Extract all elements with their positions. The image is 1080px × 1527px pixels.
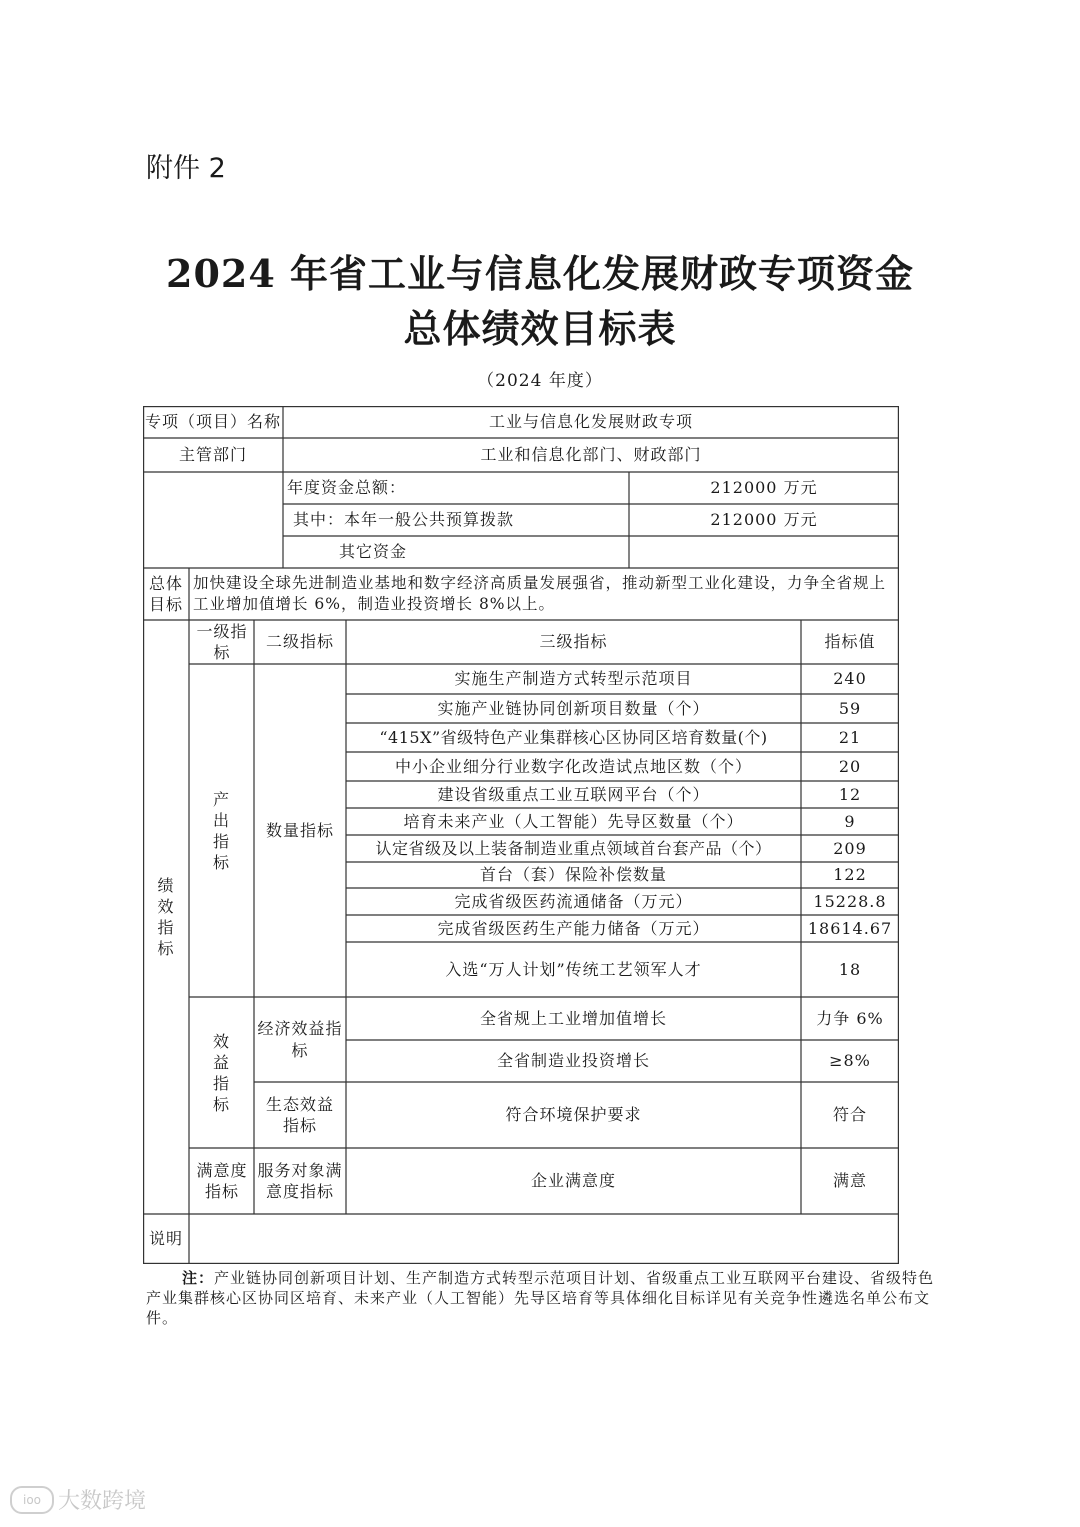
table-row-value: 20 [838,756,862,776]
table-row: 实施产业链协同创新项目数量（个） [437,698,710,718]
table-row-value: 18614.67 [807,918,893,938]
fund-other-value [629,536,899,568]
dept-label: 主管部门 [178,445,247,464]
footnote [146,1268,942,1328]
doc-title-line1: 2024 年省工业与信息化发展财政专项资金 [166,251,914,296]
eco-indicator-label: 生态效益指标 [265,1095,334,1135]
fund-budget-value: 212000 万元 [710,510,818,529]
goal-text: 加快建设全球先进制造业基地和数字经济高质量发展强省，推动新型工业化建设，力争全省规上工业增加值增长 6%，制造业投资增长 8%以上。 [193,574,887,613]
table-row-value: 122 [833,865,867,884]
footnote-prefix: 注： [182,1269,215,1287]
service-satisfaction-label: 服务对象满意度指标 [257,1161,343,1201]
fund-total-label: 年度资金总额： [287,478,407,497]
table-row: 建设省级重点工业互联网平台（个） [437,784,710,804]
attachment-label: 附件 2 [146,153,226,184]
table-row: 完成省级医药生产能力储备（万元） [437,918,710,938]
watermark-text: 大数跨境 [58,1489,147,1514]
table-row: 全省制造业投资增长 [496,1051,650,1070]
footnote-text: 产业链协同创新项目计划、生产制造方式转型示范项目计划、省级重点工业互联网平台建设、省级特色产业集群核心区协同区培育、未来产业（人工智能）先导区培育等具体细化目标详见有关竞争性遴选名单公布文件。 [146,1269,935,1327]
table-row: 培育未来产业（人工智能）先导区数量（个） [403,811,744,831]
fund-budget-label: 其中：本年一般公共预算拨款 [293,510,515,529]
quantity-indicator-label: 数量指标 [265,820,334,840]
table-row-value: 18 [838,959,862,979]
header-level2: 二级指标 [265,632,334,651]
header-level3: 三级指标 [539,632,608,651]
remark-label: 说明 [148,1229,183,1248]
table-row: 全省规上工业增加值增长 [479,1008,667,1028]
header-level1: 一级指标 [196,622,248,662]
table-row-value: 12 [838,784,862,804]
table-row: 认定省级及以上装备制造业重点领域首台套产品（个） [375,838,772,858]
doc-title-line2: 总体绩效目标表 [403,306,677,351]
fund-other-label: 其它资金 [339,542,408,561]
table-row: 符合环境保护要求 [505,1105,642,1124]
project-name-value: 工业与信息化发展财政专项 [488,412,693,431]
table-row: 入选“万人计划”传统工艺领军人才 [445,959,702,979]
table-row-value: ≥8% [829,1051,871,1070]
performance-section-label: 绩 效 指 标 [157,876,175,958]
economic-indicator-label: 经济效益指标 [257,1018,343,1060]
benefit-indicator-label: 效 益 指 标 [212,1031,230,1114]
table-row-value: 9 [844,811,856,831]
table-row: “415X”省级特色产业集群核心区协同区培育数量(个) [379,727,768,747]
fund-total-value: 212000 万元 [710,478,818,497]
output-indicator-label: 产 出 指 标 [212,789,230,872]
table-row: 中小企业细分行业数字化改造试点地区数（个） [394,756,752,776]
table-row-value: 符合 [832,1105,867,1124]
table-row-value: 59 [838,698,862,718]
table-row-value: 209 [833,838,867,858]
project-name-label: 专项（项目）名称 [144,412,281,431]
goal-label: 总体 目标 [148,574,183,614]
performance-table [143,406,899,1264]
watermark [10,1484,146,1515]
satisfaction-indicator-label: 满意度指标 [196,1161,248,1201]
table-row-value: 21 [838,727,862,747]
table-row: 企业满意度 [530,1171,616,1190]
header-value: 指标值 [824,632,876,651]
table-row: 首台（套）保险补偿数量 [479,865,667,884]
watermark-logo-icon: ioo [10,1486,54,1514]
table-row-value: 力争 6% [816,1008,884,1028]
table-row: 实施生产制造方式转型示范项目 [454,669,693,688]
table-row: 完成省级医药流通储备（万元） [454,891,693,911]
dept-value: 工业和信息化部门、财政部门 [480,445,702,464]
table-row-value: 15228.8 [813,891,887,911]
table-row-value: 满意 [832,1171,867,1190]
year-label: （2024 年度） [477,371,603,391]
table-row-value: 240 [833,669,867,688]
